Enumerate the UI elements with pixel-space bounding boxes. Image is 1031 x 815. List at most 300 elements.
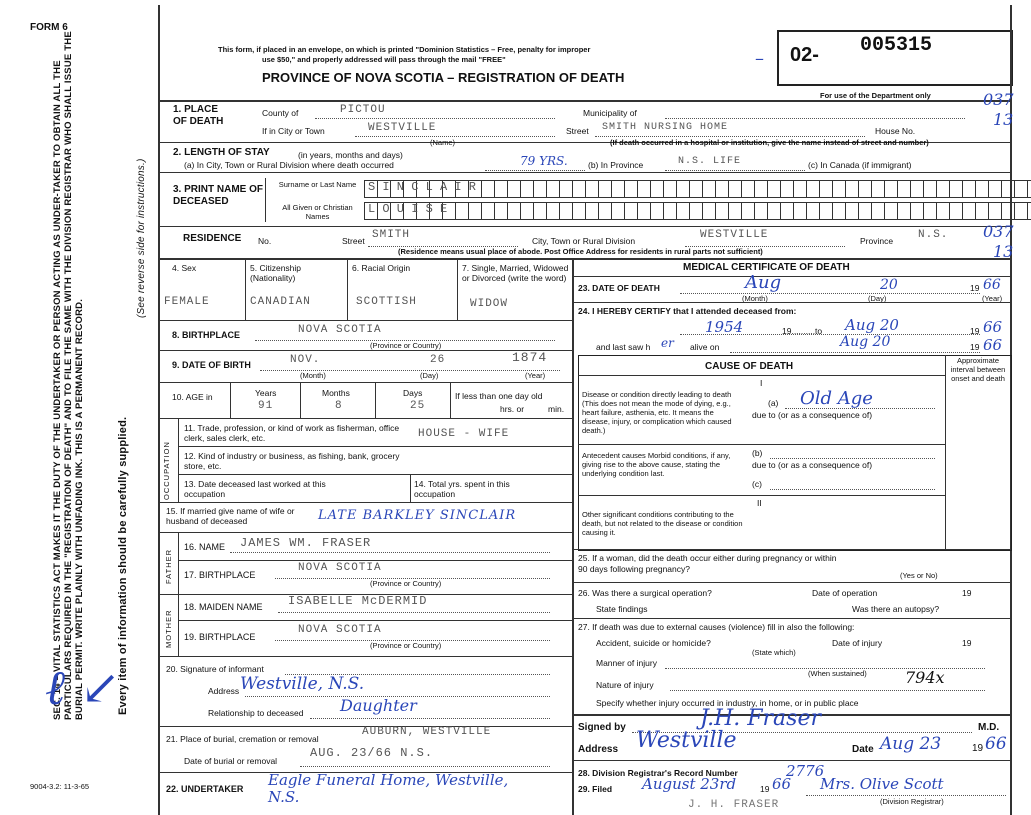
registrar-label: (Division Registrar) (880, 797, 944, 806)
op-19: 19 (962, 588, 972, 598)
street-value: SMITH NURSING HOME (602, 122, 729, 133)
street-label: Street (566, 126, 589, 136)
residence-no-label: No. (258, 236, 272, 246)
cause-b-marker: (b) (752, 448, 763, 458)
rule (178, 532, 179, 594)
letter-cell (742, 180, 755, 198)
q13-label: 13. Date deceased last worked at this occupation (184, 479, 326, 499)
autopsy-label: Was there an autopsy? (852, 604, 940, 614)
footer-code: 9004-3.2: 11-3-65 (30, 782, 90, 791)
dod-year: 66 (983, 277, 1001, 293)
page-title: PROVINCE OF NOVA SCOTIA – REGISTRATION OF DEATH (262, 70, 625, 85)
injury-19: 19 (962, 638, 972, 648)
rule (178, 594, 179, 656)
letter-cell (547, 202, 560, 220)
dob-label: 9. DATE OF BIRTH (172, 360, 251, 370)
letter-cell (911, 180, 924, 198)
informant-rel-label: Relationship to deceased (208, 708, 304, 718)
residence-street-label: Street (342, 236, 365, 246)
rule (595, 136, 865, 137)
city-label: If in City or Town (262, 126, 325, 136)
burial-date-value: AUG. 23/66 N.S. (310, 746, 434, 760)
dept-code-2: 13 (993, 110, 1014, 129)
rule (572, 549, 1010, 550)
rule (315, 118, 555, 119)
rule (578, 495, 945, 496)
informant-address-label: Address (208, 686, 240, 696)
rule (158, 226, 1010, 227)
letter-cell (638, 202, 651, 220)
letter-cell (963, 202, 976, 220)
when-sustained-note: (When sustained) (808, 669, 867, 678)
letter-cell (495, 180, 508, 198)
q29-label: 29. Filed (578, 784, 613, 794)
letter-cell (456, 202, 469, 220)
pen-tick: – (755, 48, 764, 69)
rule (347, 258, 348, 320)
informant-rel-value: Daughter (340, 696, 417, 715)
letter-cell (859, 202, 872, 220)
q27-label: 27. If death was due to external causes (violence) fill in also the following: (578, 622, 855, 632)
registrar-signature: Mrs. Olive Scott (820, 775, 944, 793)
last-saw-value: Aug 20 (840, 334, 891, 350)
rule (945, 355, 946, 549)
dod-month-note: (Month) (742, 294, 768, 303)
dob-month: NOV. (290, 354, 321, 366)
age-years-label: Years (255, 388, 277, 398)
nature-label: Nature of injury (596, 680, 654, 690)
letter-cell (885, 202, 898, 220)
letter-cell (846, 202, 859, 220)
sex-label: 4. Sex (172, 263, 197, 273)
residence-label: RESIDENCE (183, 233, 242, 244)
rule (178, 446, 572, 447)
specify-label: Specify whether injury occurred in industry, in home, or in public place (596, 698, 859, 708)
citizenship-value: CANADIAN (250, 296, 311, 308)
rule (730, 352, 980, 353)
residence-note: (Residence means usual place of abode. Post Office Address for residents in rural parts not sufficient) (398, 247, 763, 256)
rule (158, 258, 1010, 260)
envelope-note-1: This form, if placed in an envelope, on which is printed "Dominion Statistics – Free, penalty for improper (218, 45, 591, 54)
letter-cell (1015, 180, 1028, 198)
letter-cell (937, 202, 950, 220)
letter-cell (885, 180, 898, 198)
letter-cell (1002, 180, 1015, 198)
attend-19: 19.......... (782, 326, 816, 336)
rule (158, 320, 572, 321)
attend-to: Aug 20 (845, 316, 899, 334)
rule (300, 382, 301, 418)
md-label: M.D. (978, 722, 1000, 733)
informant-sig-label: 20. Signature of informant (166, 664, 264, 674)
age-months-value: 8 (335, 400, 343, 412)
cause-a-marker: (a) (768, 398, 779, 408)
letter-cell (989, 202, 1002, 220)
letter-cell (755, 180, 768, 198)
letter-cell (521, 180, 534, 198)
undertaker-label: 22. UNDERTAKER (166, 784, 244, 794)
letter-cell (521, 202, 534, 220)
letter-cell (833, 202, 846, 220)
dod-year-prefix: 19 (970, 283, 980, 293)
due-to-b: due to (or as a consequence of) (752, 460, 873, 470)
rule (572, 618, 1010, 619)
rule (278, 612, 550, 613)
age-label: 10. AGE in (172, 392, 213, 402)
rule (158, 532, 572, 533)
rule (485, 170, 585, 171)
last-saw-her: er (661, 336, 674, 350)
age-days-value: 25 (410, 400, 426, 412)
county-value: PICTOU (340, 104, 386, 116)
filed-year: 66 (772, 775, 792, 793)
rule (665, 118, 965, 119)
surname-label: Surname or Last Name (278, 180, 357, 189)
letter-cell (716, 180, 729, 198)
dob-year-note: (Year) (525, 371, 546, 380)
dod-day: 20 (880, 277, 898, 293)
burial-place-value: AUBURN, WESTVILLE (362, 726, 492, 738)
undertaker-value: Eagle Funeral Home, Westville, N.S. (268, 771, 509, 806)
pen-mark: ℓ ↙ (45, 660, 121, 716)
dept-use-label: For use of the Department only (820, 91, 931, 100)
sig-year: 66 (985, 734, 1007, 754)
min-label: min. (548, 404, 565, 414)
birthplace-value: NOVA SCOTIA (298, 324, 382, 336)
sig-date-label: Date (852, 744, 874, 755)
rule (158, 382, 572, 383)
letter-cell (703, 202, 716, 220)
mother-pc-note: (Province or Country) (370, 641, 442, 650)
letter-cell (872, 180, 885, 198)
letter-cell (599, 180, 612, 198)
letter-cell (560, 180, 573, 198)
residence-street-value: SMITH (372, 229, 411, 241)
letter-cell (495, 202, 508, 220)
letter-cell (651, 202, 664, 220)
due-to-a: due to (or as a consequence of) (752, 410, 873, 420)
manner-label: Manner of injury (596, 658, 657, 668)
cause-c-marker: (c) (752, 479, 762, 489)
sex-value: FEMALE (164, 296, 210, 308)
rule (770, 489, 935, 490)
municipality-label: Municipality of (583, 108, 637, 118)
cause-a-value: Old Age (800, 388, 873, 409)
letter-cell (924, 180, 937, 198)
letter-cell (573, 202, 586, 220)
sig-19: 19 (972, 743, 984, 754)
q14-label: 14. Total yrs. spent in this occupation (414, 479, 510, 499)
yes-no-note: (Yes or No) (900, 571, 938, 580)
letter-cell (820, 180, 833, 198)
father-birth-value: NOVA SCOTIA (298, 562, 382, 574)
stay-a-label: (a) In City, Town or Rural Division where death occurred (184, 160, 394, 170)
filed-19: 19 (760, 784, 770, 794)
rule (572, 276, 1010, 277)
q23-label: 23. DATE OF DEATH (578, 283, 660, 293)
sidebar-reverse-note: (See reverse side for instructions.) (136, 158, 147, 318)
letter-cell (911, 202, 924, 220)
dob-day-note: (Day) (420, 371, 439, 380)
rule (578, 444, 945, 445)
father-pc-note: (Province or Country) (370, 579, 442, 588)
length-of-stay-units: (in years, months and days) (298, 150, 403, 160)
q24-label: 24. I HEREBY CERTIFY that I attended deceased from: (578, 306, 797, 316)
letter-cell (534, 202, 547, 220)
medical-title: MEDICAL CERTIFICATE OF DEATH (683, 262, 850, 273)
burial-place-label: 21. Place of burial, cremation or removal (166, 734, 319, 744)
letter-cell (807, 180, 820, 198)
informant-address-value: Westville, N.S. (240, 674, 365, 694)
rule (670, 690, 985, 691)
father-name-label: 16. NAME (184, 542, 226, 552)
rule (375, 382, 376, 418)
given-value: LOUISE (368, 202, 455, 216)
rule (158, 350, 572, 351)
letter-cell (482, 202, 495, 220)
letter-cell (898, 180, 911, 198)
letter-cell (716, 202, 729, 220)
letter-cell (690, 180, 703, 198)
rule (450, 382, 451, 418)
q25-label: 25. If a woman, did the death occur either during pregnancy or within 90 days following pregnancy? (578, 553, 837, 574)
letter-cell (651, 180, 664, 198)
rule (245, 258, 246, 320)
letter-cell (560, 202, 573, 220)
name-label: 3. PRINT NAME OF DECEASED (173, 184, 264, 207)
letter-cell (612, 202, 625, 220)
filed-date: August 23rd (642, 775, 737, 793)
marital-label: 7. Single, Married, Widowed or Divorced (write the word) (462, 263, 569, 283)
antecedent-label: Antecedent causes Morbid conditions, if any, giving rise to the above cause, stating the underlying condition last. (582, 451, 731, 478)
letter-cell (963, 180, 976, 198)
attend-to-19: 19 (970, 326, 980, 336)
surname-value: SINCLAIR (368, 180, 484, 194)
letter-cell (638, 180, 651, 198)
rule (265, 178, 266, 222)
dod-year-note: (Year) (982, 294, 1003, 303)
attend-to-label: to (815, 326, 823, 336)
last-saw-19: 19 (970, 342, 980, 352)
q11-label: 11. Trade, profession, or kind of work as fisherman, office clerk, sales clerk, etc. (184, 423, 400, 443)
letter-cell (781, 202, 794, 220)
nature-value: 794x (905, 668, 945, 687)
rule (410, 474, 411, 502)
letter-cell (768, 180, 781, 198)
rule (572, 302, 1010, 303)
letter-cell (612, 180, 625, 198)
stay-b-value: N.S. LIFE (678, 156, 742, 167)
letter-cell (950, 202, 963, 220)
rule (158, 172, 1010, 173)
signed-by-label: Signed by (578, 722, 626, 733)
mother-name-value: ISABELLE McDERMID (288, 594, 428, 608)
rule (158, 418, 572, 419)
letter-cell (573, 180, 586, 198)
rule (230, 552, 550, 553)
stamp-name: J. H. FRASER (688, 799, 780, 811)
q26-label: 26. Was there a surgical operation? (578, 588, 712, 598)
letter-cell (469, 202, 482, 220)
rule (300, 766, 550, 767)
signer-signature: J.H. Fraser (700, 706, 821, 731)
burial-date-label: Date of burial or removal (184, 756, 278, 766)
letter-cell (976, 202, 989, 220)
age-years-value: 91 (258, 400, 274, 412)
interval-label: Approximate interval between onset and death (950, 356, 1006, 383)
letter-cell (664, 202, 677, 220)
sig-date-value: Aug 23 (880, 734, 942, 754)
mother-birth-value: NOVA SCOTIA (298, 624, 382, 636)
roman-2: II (757, 498, 762, 508)
rule (158, 656, 572, 657)
letter-cell (482, 180, 495, 198)
rule (578, 375, 945, 376)
father-name-value: JAMES WM. FRASER (240, 536, 372, 550)
sig-address-value: Westville (636, 728, 737, 753)
dod-day-note: (Day) (868, 294, 887, 303)
birthplace-note: (Province or Country) (370, 341, 442, 350)
letter-cell (586, 202, 599, 220)
rule (806, 795, 1006, 796)
dept-code-3: 037 (983, 222, 1014, 241)
rule (665, 170, 805, 171)
institution-note: (If death occurred in a hospital or institution, give the name instead of street and number) (610, 138, 929, 147)
registration-number: 005315 (860, 34, 933, 57)
letter-cell (690, 202, 703, 220)
letter-cell (729, 202, 742, 220)
stay-a-value: 79 YRS. (520, 154, 568, 168)
attend-to-year: 66 (983, 318, 1003, 336)
father-birth-label: 17. BIRTHPLACE (184, 570, 256, 580)
rule (178, 560, 572, 561)
rule (572, 582, 1010, 583)
dob-day: 26 (430, 354, 446, 366)
form-number: FORM 6 (30, 22, 68, 33)
letter-cell (807, 202, 820, 220)
letter-cell (833, 180, 846, 198)
letter-cell (794, 202, 807, 220)
q12-label: 12. Kind of industry or business, as fishing, bank, grocery store, etc. (184, 451, 400, 471)
letter-cell (846, 180, 859, 198)
dept-code-4: 13 (993, 242, 1014, 261)
letter-cell (859, 180, 872, 198)
less-than-day: If less than one day old (455, 391, 543, 401)
given-grid (364, 202, 1031, 220)
letter-cell (950, 180, 963, 198)
sidebar-vital-stats: SEC. 14 – VITAL STATISTICS ACT MAKES IT THE DUTY OF THE UNDERTAKER OR PERSON ACTING AS UNDER-TAKER TO OBTAIN ALL THE PARTICULARS REQUIRED IN THE "REGISTRATION OF DEATH" AND TO FILE THE SAME WITH THE DIVISION REGISTRAR WHO SHALL ISSUE THE BURIAL PERMIT. WRITE PLAINLY WITH UNFADING INK. THIS IS A PERMANENT RECORD. (52, 31, 85, 720)
hrs-label: hrs. or (500, 404, 525, 414)
city-value: WESTVILLE (368, 122, 437, 134)
letter-cell (599, 202, 612, 220)
letter-cell (755, 202, 768, 220)
direct-cause-label: Disease or condition directly leading to death (This does not mean the mode of dying, e.g., heart failure, asthenia, etc. It means the disease, injury, or complication which caused death.) (582, 390, 732, 435)
residence-city-label: City, Town or Rural Division (532, 236, 636, 246)
injury-date-label: Date of injury (832, 638, 883, 648)
other-conditions-label: Other significant conditions contributing to the death, but not related to the disease or condition causing it. (582, 510, 743, 537)
center-divider (572, 258, 574, 815)
stay-c-label: (c) In Canada (if immigrant) (808, 160, 912, 170)
dod-month: Aug (745, 272, 782, 293)
mother-section: MOTHER (164, 609, 173, 648)
letter-cell (677, 202, 690, 220)
rule (310, 718, 550, 719)
rule (178, 418, 179, 502)
sidebar-divider (158, 5, 160, 815)
registration-prefix: 02- (790, 44, 819, 66)
age-months-label: Months (322, 388, 350, 398)
letter-cell (677, 180, 690, 198)
mother-birth-label: 19. BIRTHPLACE (184, 632, 256, 642)
letter-cell (820, 202, 833, 220)
letter-cell (937, 180, 950, 198)
rule (158, 100, 1010, 102)
sidebar-note: Every item of information should be carefully supplied. (117, 416, 129, 715)
rule (680, 293, 980, 294)
dob-month-note: (Month) (300, 371, 326, 380)
given-label: All Given or Christian Names (282, 203, 353, 221)
last-saw-year: 66 (983, 336, 1003, 354)
house-label: House No. (875, 126, 916, 136)
letter-cell (989, 180, 1002, 198)
last-saw-suffix: alive on (690, 342, 720, 352)
rule (178, 474, 572, 475)
rule (230, 382, 231, 418)
letter-cell (742, 202, 755, 220)
place-of-death-label: 1. PLACE OF DEATH (173, 104, 224, 127)
last-saw-label: and last saw h (596, 342, 651, 352)
op-date-label: Date of operation (812, 588, 878, 598)
attend-from: 1954 (705, 318, 744, 336)
cod-title: CAUSE OF DEATH (705, 361, 794, 372)
letter-cell (547, 180, 560, 198)
letter-cell (508, 202, 521, 220)
occupation-section: OCCUPATION (162, 441, 171, 500)
stay-b-label: (b) In Province (588, 160, 644, 170)
residence-province-label: Province (860, 236, 894, 246)
age-days-label: Days (403, 388, 423, 398)
accident-label: Accident, suicide or homicide? (596, 638, 711, 648)
spouse-label: 15. If married give name of wife or husband of deceased (166, 506, 295, 526)
rule (355, 136, 555, 137)
citizenship-label: 5. Citizenship (Nationality) (250, 263, 302, 283)
racial-label: 6. Racial Origin (352, 263, 411, 273)
residence-province-value: N.S. (918, 229, 949, 241)
letter-cell (534, 180, 547, 198)
roman-1: I (760, 378, 763, 388)
sig-address-label: Address (578, 744, 619, 755)
racial-value: SCOTTISH (356, 296, 417, 308)
letter-cell (872, 202, 885, 220)
state-findings-label: State findings (596, 604, 648, 614)
rule (770, 458, 935, 459)
dob-year: 1874 (512, 350, 548, 365)
name-note: (Name) (430, 138, 456, 147)
birthplace-label: 8. BIRTHPLACE (172, 330, 241, 340)
letter-cell (924, 202, 937, 220)
occupation-value: HOUSE - WIFE (418, 428, 510, 440)
rule (572, 760, 1010, 761)
county-label: County of (262, 108, 299, 118)
letter-cell (1002, 202, 1015, 220)
length-of-stay-label: 2. LENGTH OF STAY (173, 147, 270, 158)
letter-cell (1015, 202, 1028, 220)
letter-cell (729, 180, 742, 198)
residence-city-value: WESTVILLE (700, 229, 769, 241)
letter-cell (664, 180, 677, 198)
mother-name-label: 18. MAIDEN NAME (184, 602, 263, 612)
letter-cell (625, 202, 638, 220)
